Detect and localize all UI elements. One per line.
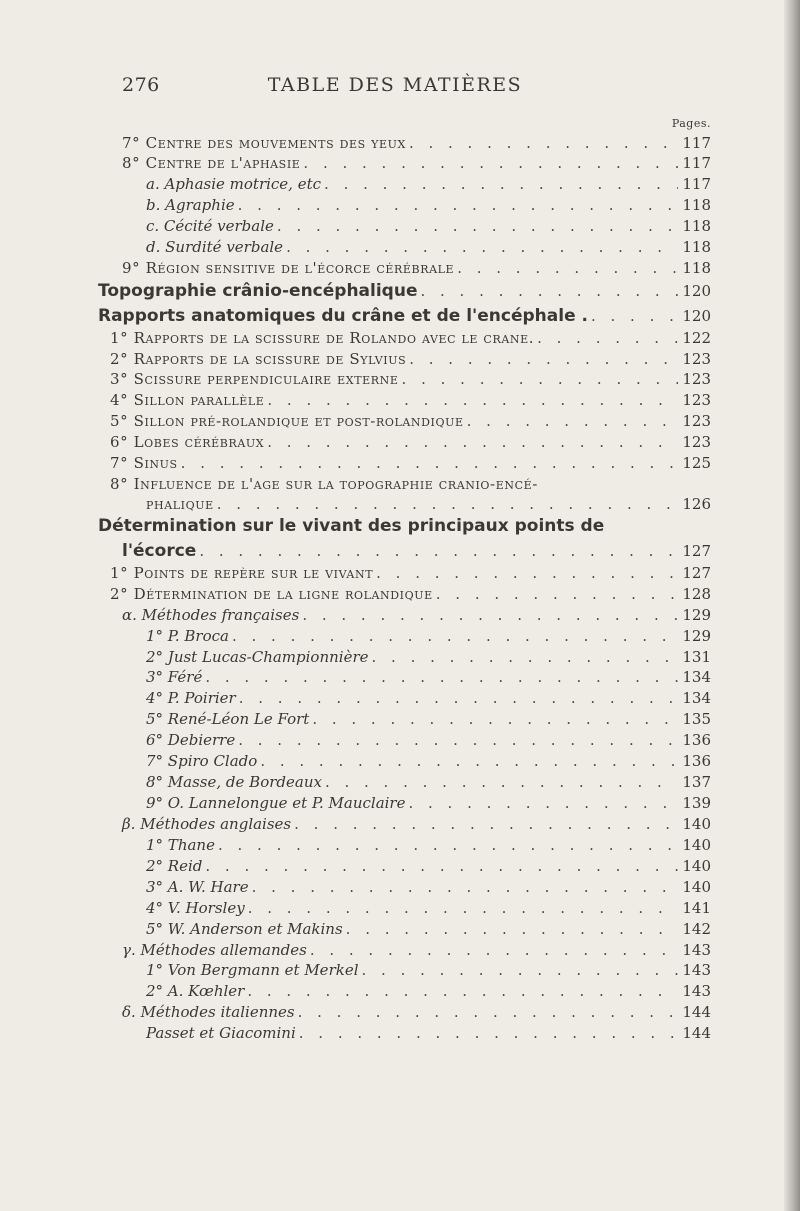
toc-entry [110, 347, 711, 369]
toc-entry-title: 3° Féré [146, 668, 203, 686]
toc-entry-title: 5° René-Léon Le Fort [146, 710, 310, 728]
toc-entry-title: 8° Centre de l'aphasie [122, 154, 301, 172]
dot-leader [436, 584, 678, 604]
toc-entry-title: 1° Points de repère sur le vivant [110, 564, 374, 582]
toc-entry-page: 136 [682, 752, 711, 770]
dot-leader [267, 432, 678, 452]
toc-entry [146, 728, 711, 750]
toc-entry-page: 117 [682, 154, 711, 172]
toc-entry-page: 117 [682, 134, 711, 152]
toc-entry-page: 140 [682, 836, 711, 854]
toc-entry [146, 1021, 711, 1043]
toc-entry-page: 118 [682, 238, 711, 256]
toc-entry-title: 6° Debierre [146, 731, 236, 749]
toc-entry-page: 141 [682, 899, 711, 917]
dot-leader [346, 919, 678, 939]
toc-entry [110, 561, 711, 583]
toc-entry [146, 854, 711, 876]
toc-entry-title: 2° A. Kœhler [146, 982, 245, 1000]
dot-leader [302, 605, 678, 625]
toc-entry [122, 539, 711, 561]
toc-entry [146, 875, 711, 897]
toc-entry-page: 123 [682, 412, 711, 430]
toc-entry-title: 5° W. Anderson et Makins [146, 920, 343, 938]
toc-entry-page: 144 [682, 1003, 711, 1021]
dot-leader [591, 306, 678, 326]
dot-leader [217, 494, 678, 514]
toc-entry-title: 8° Influence de l'age sur la topographie cranio-encé- [110, 475, 538, 493]
toc-entry-title: 5° Sillon pré-rolandique et post-rolandique [110, 412, 464, 430]
dot-leader [232, 626, 678, 646]
dot-leader [325, 772, 678, 792]
dot-leader [420, 281, 678, 301]
toc-entry [110, 430, 711, 452]
toc-entry-page: 137 [682, 773, 711, 791]
toc-entry-page: 127 [682, 564, 711, 582]
toc-entry-title: 1° Thane [146, 836, 215, 854]
toc-entry [98, 279, 711, 301]
toc-entry-title: 2° Just Lucas-Championnière [146, 648, 369, 666]
toc-entry-page: 135 [682, 710, 711, 728]
dot-leader [402, 369, 678, 389]
toc-entry [122, 938, 711, 960]
toc-entry-title: 1° Rapports de la scissure de Rolando avec le crane. [110, 329, 535, 347]
toc-entry [110, 367, 711, 389]
toc-entry-page: 117 [682, 175, 711, 193]
toc-entry-title: 1° Von Bergmann et Merkel [146, 961, 359, 979]
dot-leader [218, 835, 678, 855]
toc-entry-page: 118 [682, 217, 711, 235]
toc-entry-page: 120 [682, 307, 711, 325]
toc-entry [146, 707, 711, 729]
toc-entry-title: d. Surdité verbale [146, 238, 284, 256]
toc-entry-page: 125 [682, 454, 711, 472]
toc-entry-title: Passet et Giacomini [146, 1024, 296, 1042]
toc-entry-title: 9° Région sensitive de l'écorce cérébrale [122, 259, 455, 277]
toc-entry-title: 7° Spiro Clado [146, 752, 258, 770]
toc-entry-page: 120 [682, 282, 711, 300]
toc-entry [146, 492, 711, 514]
toc-entry-title: 4° V. Horsley [146, 899, 245, 917]
toc-entry-page: 123 [682, 433, 711, 451]
toc-entry-page: 134 [682, 668, 711, 686]
toc-entry [146, 770, 711, 792]
dot-leader [248, 898, 678, 918]
toc-entry-title: 3° Scissure perpendiculaire externe [110, 370, 399, 388]
toc-entry-title: a. Aphasie motrice, etc [146, 175, 322, 193]
toc-entry [146, 624, 711, 646]
toc-entry-title: 7° Centre des mouvements des yeux [122, 134, 406, 152]
dot-leader [376, 563, 678, 583]
dot-leader [294, 814, 678, 834]
toc-entry-page: 127 [682, 542, 711, 560]
dot-leader [205, 667, 678, 687]
toc-entry-page: 140 [682, 878, 711, 896]
toc-entry [146, 791, 711, 813]
toc-entry-page: 134 [682, 689, 711, 707]
toc-entry-page: 143 [682, 961, 711, 979]
toc-entry-page: 140 [682, 815, 711, 833]
toc-entry [98, 304, 711, 326]
toc-entry [122, 256, 711, 278]
toc-entry [146, 833, 711, 855]
toc-entry-page: 123 [682, 370, 711, 388]
dot-leader [303, 153, 678, 173]
toc-entry-page: 126 [682, 495, 711, 513]
toc-entry [146, 917, 711, 939]
dot-leader [298, 1002, 678, 1022]
dot-leader [457, 258, 678, 278]
dot-leader [238, 195, 678, 215]
dot-leader [277, 216, 678, 236]
dot-leader [247, 981, 678, 1001]
toc-entry-title: α. Méthodes françaises [122, 606, 300, 624]
toc-entry-page: 118 [682, 259, 711, 277]
toc-entry-title: 2° Rapports de la scissure de Sylvius [110, 350, 407, 368]
dot-leader [252, 877, 678, 897]
dot-leader [312, 709, 678, 729]
toc-entry [110, 472, 711, 494]
dot-leader [199, 541, 678, 561]
toc-entry-page: 140 [682, 857, 711, 875]
toc-entry [146, 214, 711, 236]
toc-entry [146, 686, 711, 708]
toc-entry-title: Rapports anatomiques du crâne et de l'encéphale . [98, 306, 588, 326]
page-number: 276 [122, 74, 160, 96]
toc-entry-title: 8° Masse, de Bordeaux [146, 773, 322, 791]
page-header [0, 74, 790, 102]
running-title: TABLE DES MATIÈRES [267, 74, 523, 96]
toc-entry-page: 129 [682, 606, 711, 624]
toc-entry-title: 2° Détermination de la ligne rolandique [110, 585, 433, 603]
dot-leader [362, 960, 679, 980]
toc-entry-page: 129 [682, 627, 711, 645]
toc-entry-page: 143 [682, 982, 711, 1000]
page-edge-shadow [784, 0, 800, 1211]
dot-leader [286, 237, 678, 257]
toc-entry [110, 326, 711, 348]
dot-leader [238, 730, 678, 750]
toc-entry [110, 582, 711, 604]
dot-leader [408, 793, 678, 813]
toc-entry-page: 142 [682, 920, 711, 938]
toc-entry [146, 665, 711, 687]
dot-leader [205, 856, 678, 876]
toc-entry [146, 958, 711, 980]
toc-entry [110, 388, 711, 410]
toc-entry [146, 749, 711, 771]
dot-leader [267, 390, 678, 410]
toc-entry-page: 144 [682, 1024, 711, 1042]
toc-entry-page: 123 [682, 391, 711, 409]
toc-entry [146, 645, 711, 667]
dot-leader [260, 751, 678, 771]
toc-entry-title: 9° O. Lannelongue et P. Mauclaire [146, 794, 406, 812]
toc-entry-title: 1° P. Broca [146, 627, 229, 645]
toc-entry [146, 979, 711, 1001]
toc-entry-page: 143 [682, 941, 711, 959]
toc-entry-title: δ. Méthodes italiennes [122, 1003, 295, 1021]
toc-entry-title: Détermination sur le vivant des principaux points de [98, 516, 605, 536]
toc-entry-page: 131 [682, 648, 711, 666]
toc-entry [110, 409, 711, 431]
toc-entry [122, 1000, 711, 1022]
toc-entry [122, 131, 711, 153]
dot-leader [409, 133, 678, 153]
toc-entry [146, 172, 711, 194]
pages-column-label: Pages. [671, 117, 711, 130]
toc-entry-page: 139 [682, 794, 711, 812]
toc-entry-title: b. Agraphie [146, 196, 235, 214]
toc-entry-title: phalique [146, 495, 214, 513]
toc-entry-title: 4° Sillon parallèle [110, 391, 265, 409]
toc-entry [146, 896, 711, 918]
toc-entry-page: 118 [682, 196, 711, 214]
dot-leader [467, 411, 678, 431]
dot-leader [239, 688, 678, 708]
toc-entry [122, 151, 711, 173]
toc-entry-page: 123 [682, 350, 711, 368]
toc-entry-title: c. Cécité verbale [146, 217, 274, 235]
toc-entry-title: Topographie crânio-encéphalique [98, 281, 418, 301]
toc-entry-page: 128 [682, 585, 711, 603]
toc-entry [122, 603, 711, 625]
dot-leader [181, 453, 678, 473]
toc-entry-title: 4° P. Poirier [146, 689, 236, 707]
dot-leader [372, 647, 679, 667]
dot-leader [310, 940, 678, 960]
toc-entry-page: 136 [682, 731, 711, 749]
toc-entry-title: 3° A. W. Hare [146, 878, 249, 896]
toc-entry-title: γ. Méthodes allemandes [122, 941, 307, 959]
toc-entry [146, 235, 711, 257]
toc-entry-title: 7° Sinus [110, 454, 178, 472]
toc-entry-page: 122 [682, 329, 711, 347]
toc-entry [122, 812, 711, 834]
toc-entry [146, 193, 711, 215]
toc-entry [110, 451, 711, 473]
dot-leader [537, 328, 678, 348]
dot-leader [409, 349, 678, 369]
dot-leader [324, 174, 678, 194]
toc-entry-title: β. Méthodes anglaises [122, 815, 292, 833]
toc-entry-title: l'écorce [122, 541, 197, 561]
dot-leader [299, 1023, 678, 1043]
toc-entry-title: 2° Reid [146, 857, 203, 875]
toc-entry-title: 6° Lobes cérébraux [110, 433, 265, 451]
toc-entry [98, 514, 711, 536]
